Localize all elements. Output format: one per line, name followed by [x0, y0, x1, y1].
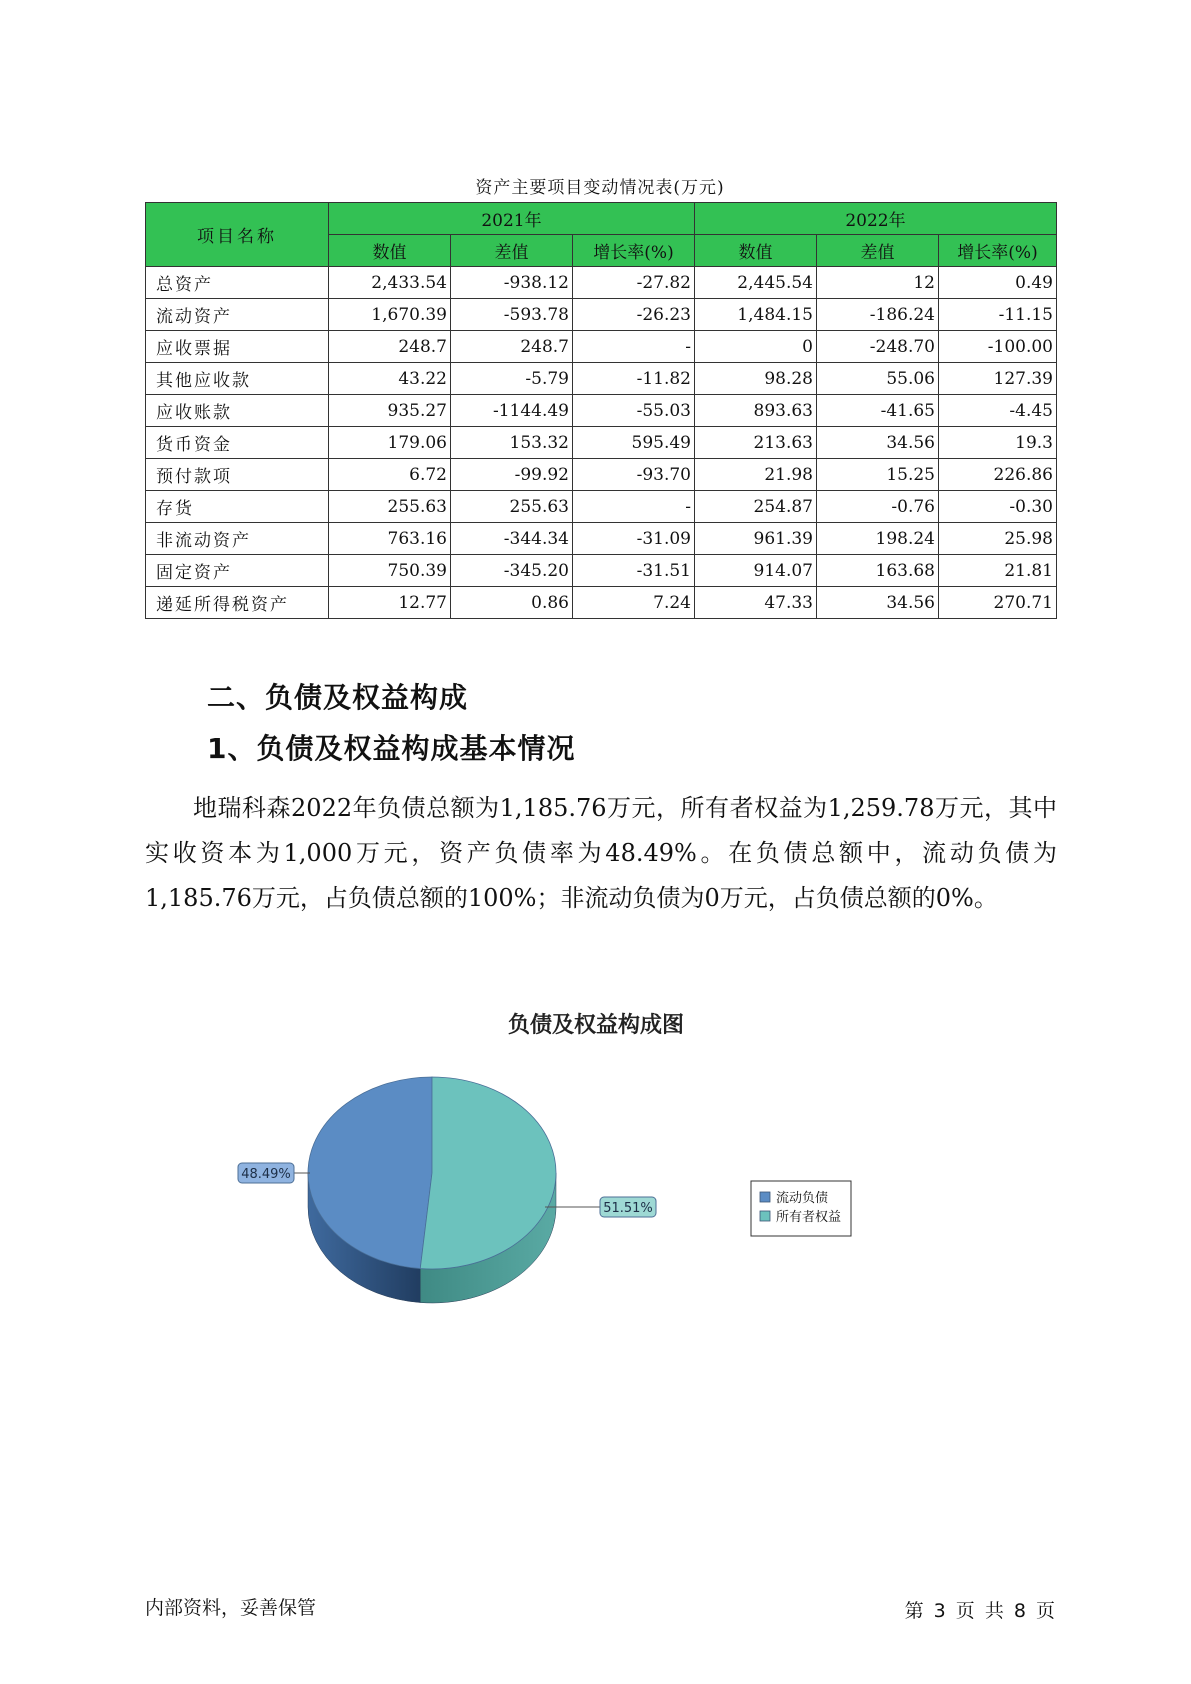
cell-g22: -11.15 [939, 299, 1057, 331]
cell-d21: -938.12 [451, 267, 573, 299]
cell-d21: 153.32 [451, 427, 573, 459]
cell-g21: - [573, 491, 695, 523]
row-item-name: 非流动资产 [146, 523, 329, 555]
row-item-name: 应收账款 [146, 395, 329, 427]
cell-v21: 179.06 [329, 427, 451, 459]
row-item-name: 固定资产 [146, 555, 329, 587]
table-caption: 资产主要项目变动情况表(万元) [475, 178, 725, 198]
cell-g21: -26.23 [573, 299, 695, 331]
cell-d21: -5.79 [451, 363, 573, 395]
cell-d22: 34.56 [817, 427, 939, 459]
cell-d21: -99.92 [451, 459, 573, 491]
cell-g21: -93.70 [573, 459, 695, 491]
header-item-name: 项目名称 [146, 203, 329, 267]
cell-v21: 12.77 [329, 587, 451, 619]
cell-d22: 34.56 [817, 587, 939, 619]
cell-g22: -4.45 [939, 395, 1057, 427]
cell-g22: 19.3 [939, 427, 1057, 459]
cell-g21: -27.82 [573, 267, 695, 299]
cell-v21: 6.72 [329, 459, 451, 491]
chart-title: 负债及权益构成图 [507, 1013, 685, 1038]
row-item-name: 应收票据 [146, 331, 329, 363]
header-year-2022: 2022年 [695, 203, 1057, 235]
cell-g21: 595.49 [573, 427, 695, 459]
cell-g22: 21.81 [939, 555, 1057, 587]
cell-d21: -593.78 [451, 299, 573, 331]
cell-v22: 213.63 [695, 427, 817, 459]
row-item-name: 递延所得税资产 [146, 587, 329, 619]
legend-label: 流动负债 [776, 1191, 829, 1206]
cell-v21: 255.63 [329, 491, 451, 523]
cell-v22: 0 [695, 331, 817, 363]
row-item-name: 存货 [146, 491, 329, 523]
legend-swatch [760, 1211, 770, 1221]
row-item-name: 其他应收款 [146, 363, 329, 395]
pie-value-label: 48.49% [241, 1167, 291, 1182]
header-growth-2022: 增长率(%) [939, 235, 1057, 267]
cell-g22: 226.86 [939, 459, 1057, 491]
chart-legend [751, 1181, 851, 1236]
cell-v22: 961.39 [695, 523, 817, 555]
cell-d22: -0.76 [817, 491, 939, 523]
header-growth-2021: 增长率(%) [573, 235, 695, 267]
row-item-name: 总资产 [146, 267, 329, 299]
cell-g22: 0.49 [939, 267, 1057, 299]
cell-g22: 127.39 [939, 363, 1057, 395]
header-value-2022: 数值 [695, 235, 817, 267]
cell-g21: -31.51 [573, 555, 695, 587]
cell-g21: -55.03 [573, 395, 695, 427]
cell-g21: 7.24 [573, 587, 695, 619]
cell-v22: 914.07 [695, 555, 817, 587]
cell-g22: 25.98 [939, 523, 1057, 555]
row-item-name: 货币资金 [146, 427, 329, 459]
cell-d22: 12 [817, 267, 939, 299]
cell-v22: 21.98 [695, 459, 817, 491]
row-item-name: 预付款项 [146, 459, 329, 491]
header-diff-2022: 差值 [817, 235, 939, 267]
cell-d21: 248.7 [451, 331, 573, 363]
cell-d22: -41.65 [817, 395, 939, 427]
cell-v22: 254.87 [695, 491, 817, 523]
header-diff-2021: 差值 [451, 235, 573, 267]
cell-g21: - [573, 331, 695, 363]
cell-d22: -248.70 [817, 331, 939, 363]
cell-g21: -31.09 [573, 523, 695, 555]
cell-v22: 893.63 [695, 395, 817, 427]
cell-v21: 935.27 [329, 395, 451, 427]
cell-d22: -186.24 [817, 299, 939, 331]
cell-d22: 55.06 [817, 363, 939, 395]
cell-v21: 1,670.39 [329, 299, 451, 331]
cell-d21: -1144.49 [451, 395, 573, 427]
row-item-name: 流动资产 [146, 299, 329, 331]
cell-v22: 47.33 [695, 587, 817, 619]
header-year-2021: 2021年 [329, 203, 695, 235]
cell-g22: -0.30 [939, 491, 1057, 523]
legend-label: 所有者权益 [776, 1210, 842, 1225]
pie-value-label: 51.51% [603, 1201, 653, 1216]
body-paragraph: 地瑞科森2022年负债总额为1,185.76万元，所有者权益为1,259.78万元，其中实收资本为1,000万元，资产负债率为48.49%。在负债总额中，流动负债为1,185.76万元，占负债总额的100%；非流动负债为0万元，占负债总额的0%。 [145, 794, 1057, 912]
cell-g21: -11.82 [573, 363, 695, 395]
cell-d22: 163.68 [817, 555, 939, 587]
cell-d21: -345.20 [451, 555, 573, 587]
cell-d21: -344.34 [451, 523, 573, 555]
cell-d21: 255.63 [451, 491, 573, 523]
cell-d22: 15.25 [817, 459, 939, 491]
section-heading: 二、负债及权益构成 [207, 681, 469, 714]
header-value-2021: 数值 [329, 235, 451, 267]
cell-v22: 1,484.15 [695, 299, 817, 331]
cell-g22: 270.71 [939, 587, 1057, 619]
footer-confidential-note: 内部资料，妥善保管 [145, 1597, 317, 1619]
cell-d22: 198.24 [817, 523, 939, 555]
cell-v22: 98.28 [695, 363, 817, 395]
cell-v21: 2,433.54 [329, 267, 451, 299]
cell-g22: -100.00 [939, 331, 1057, 363]
cell-v21: 43.22 [329, 363, 451, 395]
cell-v21: 763.16 [329, 523, 451, 555]
footer-page-number: 第 3 页 共 8 页 [904, 1600, 1055, 1622]
sub-heading: 1、负债及权益构成基本情况 [207, 732, 576, 765]
cell-v21: 750.39 [329, 555, 451, 587]
legend-swatch [760, 1192, 770, 1202]
cell-d21: 0.86 [451, 587, 573, 619]
cell-v21: 248.7 [329, 331, 451, 363]
cell-v22: 2,445.54 [695, 267, 817, 299]
